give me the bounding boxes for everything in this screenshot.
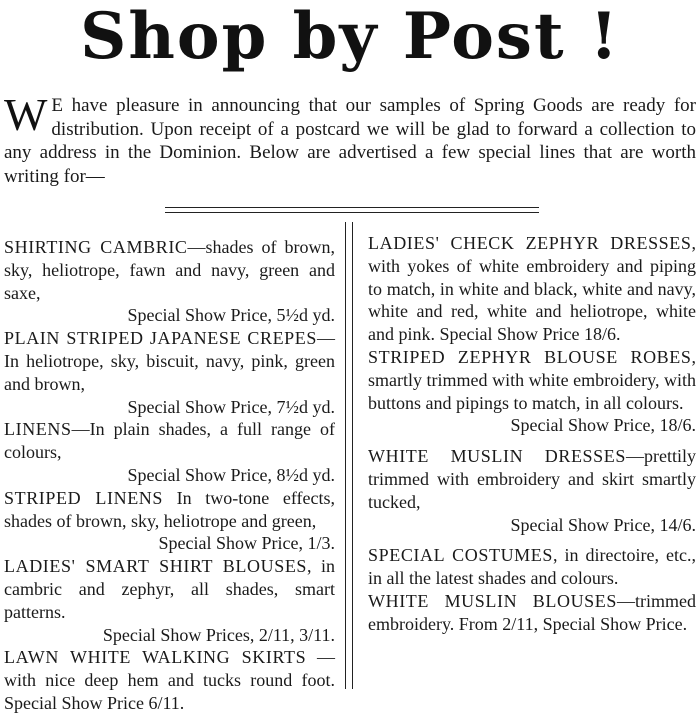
- item-description: , with yokes of white embroidery and piping to match, in white and black, white and navy, white and red, white and heliotrope, white and pink. Special Show Price 18/6.: [368, 233, 696, 345]
- item-heading: STRIPED LINENS: [4, 487, 164, 508]
- item-price: Special Show Price, 18/6.: [510, 415, 696, 436]
- list-item: [4, 646, 335, 714]
- list-item: [4, 236, 335, 327]
- item-description: , in directoire, etc., in all the latest shades and colours.: [368, 545, 696, 589]
- item-description: —trimmed embroidery. From 2/11, Special Show Price.: [368, 590, 696, 634]
- item-heading: WHITE MUSLIN BLOUSES: [368, 590, 617, 611]
- item-description: , smartly trimmed with white embroidery, with buttons and pipings to match, in all colours.: [368, 346, 696, 413]
- item-description: —shades of brown, sky, heliotrope, fawn and navy, green and saxe,: [4, 237, 335, 303]
- item-price: Special Show Prices, 2/11, 3/11.: [102, 624, 335, 645]
- list-item: [368, 346, 696, 437]
- item-heading: SHIRTING CAMBRIC: [4, 237, 188, 257]
- item-price: Special Show Price, 8½d yd.: [127, 464, 335, 485]
- item-heading: LADIES' CHECK ZEPHYR DRESSES: [368, 233, 692, 253]
- list-item: [4, 555, 335, 646]
- intro-paragraph: [4, 89, 696, 188]
- item-description: —In heliotrope, sky, biscuit, navy, pink, green and brown,: [4, 328, 335, 394]
- list-item: [368, 590, 696, 636]
- item-heading: SPECIAL COSTUMES: [368, 545, 553, 566]
- item-heading: STRIPED ZEPHYR BLOUSE ROBES: [368, 346, 692, 367]
- item-description: , in cambric and zephyr, all shades, smart patterns.: [4, 556, 335, 622]
- list-item: [4, 327, 335, 418]
- page-title: Shop by Post !: [80, 0, 620, 74]
- double-rule-top: [165, 207, 539, 208]
- spacer: [368, 437, 696, 445]
- list-item: [4, 487, 335, 555]
- item-description: In two-tone effects, shades of brown, sky, heliotrope and green,: [4, 487, 335, 531]
- column-separator: [345, 222, 353, 689]
- item-heading: LADIES' SMART SHIRT BLOUSES: [4, 556, 308, 577]
- right-column: [368, 232, 696, 636]
- item-price: Special Show Price, 5½d yd.: [127, 305, 335, 326]
- item-description: —In plain shades, a full range of colours,: [4, 419, 335, 463]
- intro-text: E have pleasure in announcing that our samples of Spring Goods are ready for distribution. Upon receipt of a postcard we will be glad to forward a collection to any address in the Dominion. Below are advertised a few special lines that are worth writing for—: [4, 95, 696, 187]
- list-item: [368, 445, 696, 536]
- list-item: [368, 232, 696, 346]
- drop-cap: W: [4, 89, 48, 140]
- left-column: [4, 236, 335, 715]
- item-price: Special Show Price, 14/6.: [510, 514, 696, 535]
- list-item: [4, 418, 335, 486]
- item-heading: LAWN WHITE WALKING SKIRTS: [4, 647, 307, 668]
- item-price: Special Show Price, 1/3.: [158, 533, 335, 554]
- list-item: [368, 544, 696, 590]
- item-description: —prettily trimmed with embroidery and skirt smartly tucked,: [368, 446, 696, 512]
- item-heading: WHITE MUSLIN DRESSES: [368, 446, 626, 467]
- item-heading: LINENS: [4, 419, 72, 440]
- item-description: —with nice deep hem and tucks round foot. Special Show Price 6/11.: [4, 647, 336, 713]
- double-rule-bottom: [165, 212, 539, 213]
- item-price: Special Show Price, 7½d yd.: [127, 396, 335, 417]
- item-heading: PLAIN STRIPED JAPANESE CREPES: [4, 328, 317, 349]
- spacer: [368, 536, 696, 544]
